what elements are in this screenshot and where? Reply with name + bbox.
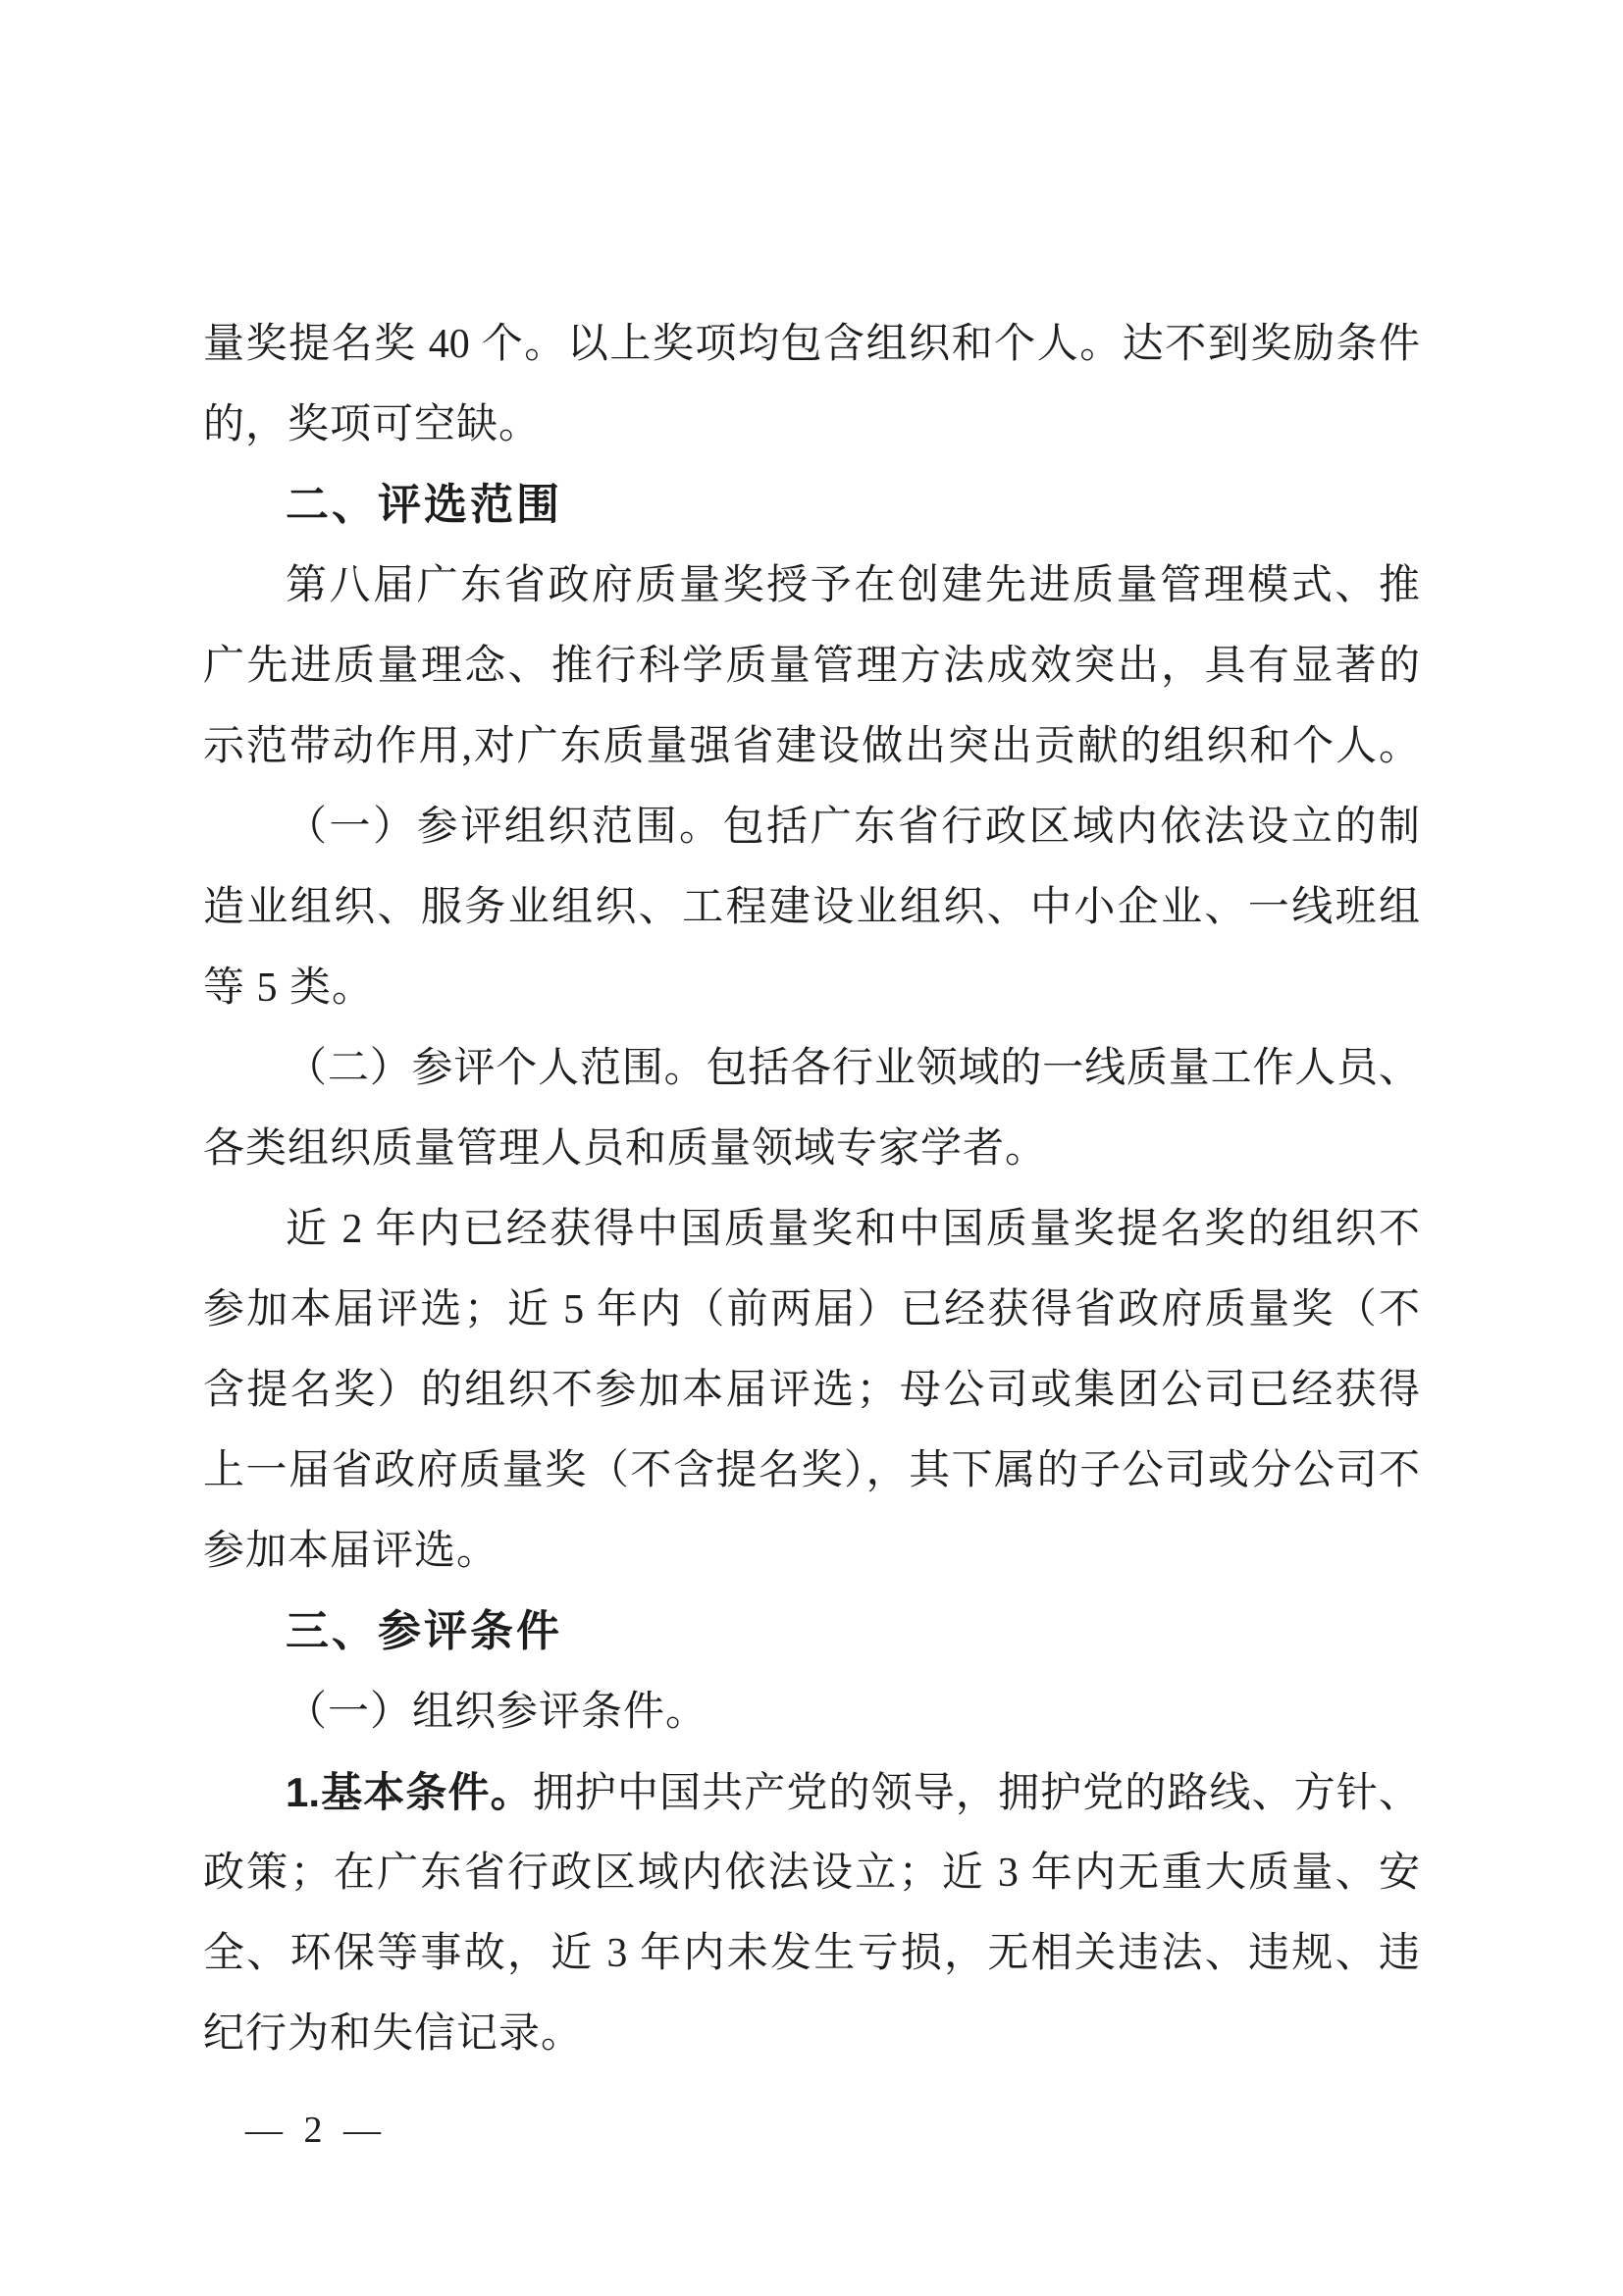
section-heading-3: 三、参评条件: [286, 1607, 562, 1655]
body-line: 纪行为和失信记录。: [203, 2011, 584, 2057]
body-line: 上一届省政府质量奖（不含提名奖），其下属的子公司或分公司不: [203, 1448, 1420, 1493]
body-line: 的，奖项可空缺。: [203, 402, 542, 447]
body-line: 示范带动作用,对广东质量强省建设做出突出贡献的组织和个人。: [203, 724, 1420, 769]
body-line: [203, 1752, 1420, 1833]
body-line-rest: 拥护中国共产党的领导，拥护党的路线、方针、: [532, 1771, 1420, 1816]
body-line: 含提名奖）的组织不参加本届评选；母公司或集团公司已经获得: [203, 1368, 1420, 1413]
body-line: （一）参评组织范围。包括广东省行政区域内依法设立的制: [286, 805, 1420, 850]
page-number: — 2 —: [245, 2110, 387, 2151]
body-line: 参加本届评选。: [203, 1529, 499, 1574]
body-line: 各类组织质量管理人员和质量领域专家学者。: [203, 1126, 1048, 1172]
body-line: 全、环保等事故，近 3 年内未发生亏损，无相关违法、违规、违: [203, 1931, 1420, 1976]
section-heading-2: 二、评选范围: [286, 481, 562, 529]
body-line: （二）参评个人范围。包括各行业领域的一线质量工作人员、: [286, 1046, 1420, 1091]
body-line: 政策；在广东省行政区域内依法设立；近 3 年内无重大质量、安: [203, 1851, 1420, 1896]
body-line: 参加本届评选；近 5 年内（前两届）已经获得省政府质量奖（不: [203, 1287, 1420, 1332]
bold-lead-label: 1.基本条件。: [286, 1769, 533, 1815]
document-body: [203, 304, 1420, 2074]
body-line: 广先进质量理念、推行科学质量管理方法成效突出，具有显著的: [203, 644, 1420, 689]
body-line: 近 2 年内已经获得中国质量奖和中国质量奖提名奖的组织不: [286, 1207, 1420, 1252]
body-line: 第八届广东省政府质量奖授予在创建先进质量管理模式、推: [286, 563, 1420, 608]
body-line: 量奖提名奖 40 个。以上奖项均包含组织和个人。达不到奖励条件: [203, 322, 1420, 367]
body-line: 造业组织、服务业组织、工程建设业组织、中小企业、一线班组: [203, 885, 1420, 930]
body-line: （一）组织参评条件。: [286, 1690, 708, 1735]
body-line: 等 5 类。: [203, 965, 375, 1011]
